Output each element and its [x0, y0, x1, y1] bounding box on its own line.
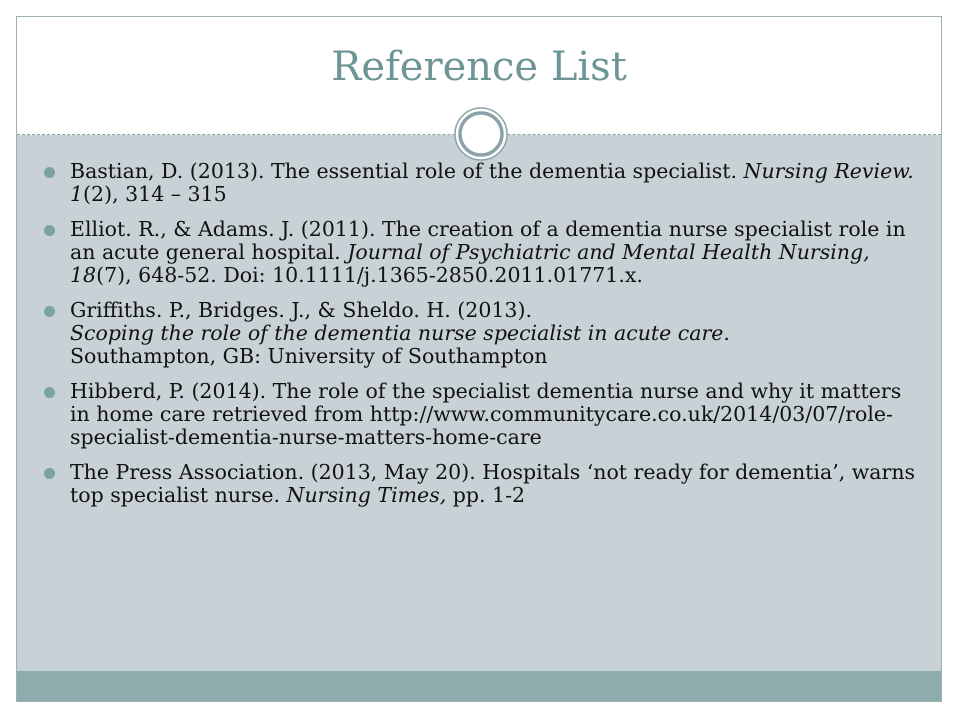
bullet-icon — [44, 225, 55, 236]
reference-text: (2), 314 – 315 — [83, 182, 227, 206]
bullet-icon — [44, 167, 55, 178]
reference-item — [44, 380, 924, 449]
reference-text: Elliot. R., & Adams. J. (2011). The creation of a dementia nurse specialist role in an acute general hospital. — [70, 217, 906, 264]
footer-band — [17, 671, 941, 701]
reference-source: Nursing Times, — [286, 483, 447, 507]
reference-item — [44, 160, 924, 206]
bullet-icon — [44, 306, 55, 317]
reference-text: pp. 1-2 — [446, 483, 526, 507]
reference-item — [44, 218, 924, 287]
circle-ornament-icon — [453, 106, 509, 162]
reference-text: Southampton, GB: University of Southampton — [70, 344, 548, 368]
reference-text: The Press Association. (2013, May 20). Hospitals ‘not ready for dementia’, warns top specialist nurse. — [70, 460, 916, 507]
bullet-icon — [44, 387, 55, 398]
reference-item — [44, 461, 924, 507]
reference-text: Hibberd, P. (2014). The role of the specialist dementia nurse and why it matters in home care retrieved from http://www.communitycare.co.uk/2014/03/07/role-specialist-dementia-nurse-matters-home-care — [70, 379, 902, 449]
reference-list — [44, 160, 924, 519]
reference-item — [44, 299, 924, 368]
slide-title: Reference List — [331, 44, 627, 90]
reference-source: Scoping the role of the dementia nurse specialist in acute care. — [70, 321, 730, 345]
reference-text: (7), 648-52. Doi: 10.1111/j.1365-2850.2011.01771.x. — [96, 263, 643, 287]
reference-source: Journal of Psychiatric and Mental Health Nursing, 18 — [70, 240, 870, 287]
bullet-icon — [44, 468, 55, 479]
reference-text: Griffiths. P., Bridges. J., & Sheldo. H. (2013). — [70, 298, 532, 322]
reference-source: Nursing Review. 1 — [70, 159, 914, 206]
reference-text: Bastian, D. (2013). The essential role of the dementia specialist. — [70, 159, 744, 183]
